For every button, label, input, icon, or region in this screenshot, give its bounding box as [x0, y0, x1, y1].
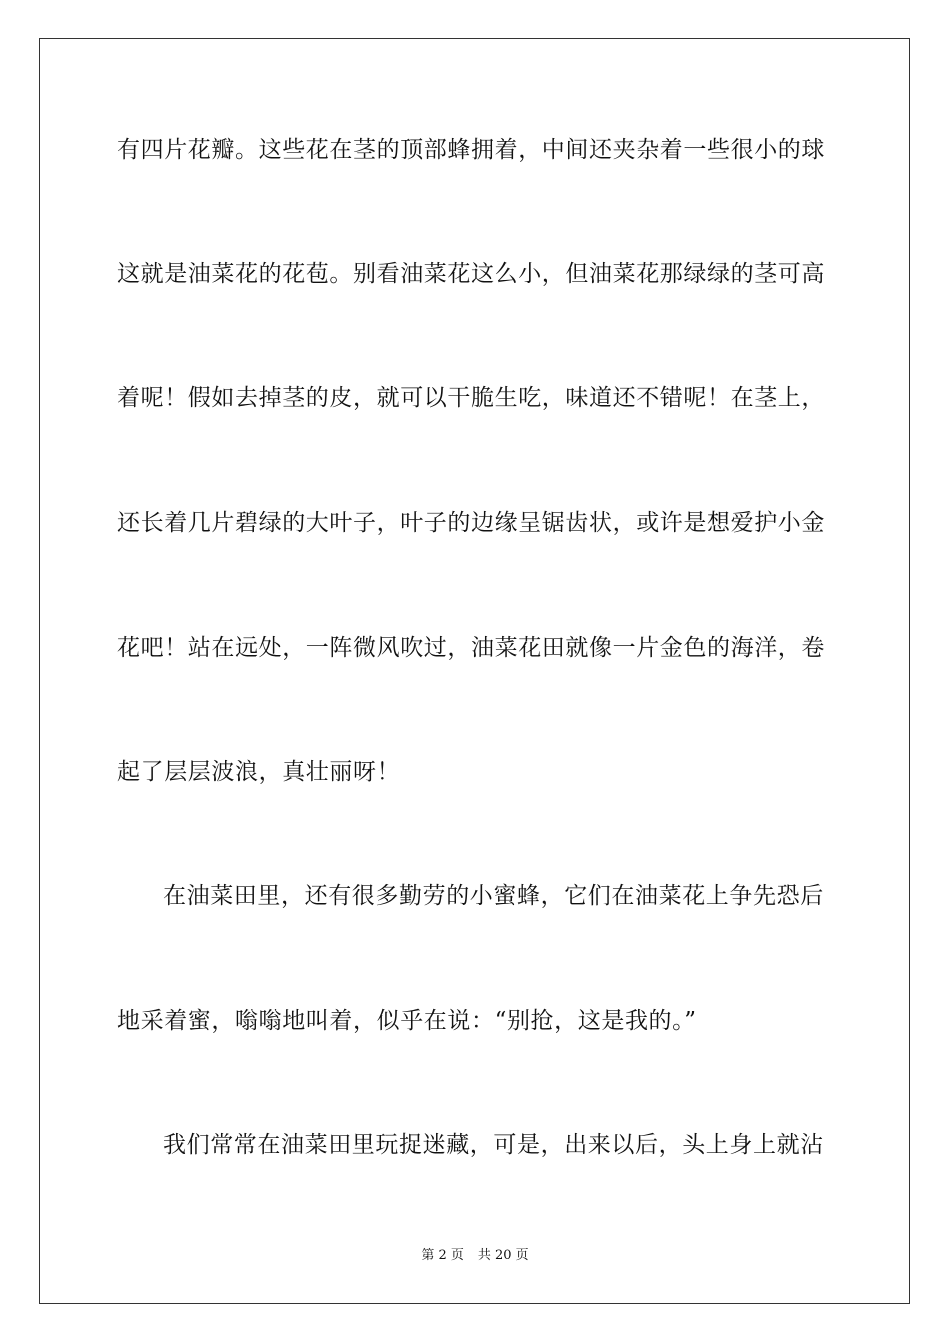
paragraph-first-line: 在油菜田里，还有很多勤劳的小蜜蜂，它们在油菜花上争先恐后: [163, 883, 824, 909]
text-line: 这就是油菜花的花苞。别看油菜花这么小，但油菜花那绿绿的茎可高: [117, 261, 825, 287]
page-number: 第 2 页: [421, 1248, 464, 1263]
text-line: 起了层层波浪，真壮丽呀！: [117, 759, 401, 785]
text-line: 有四片花瓣。这些花在茎的顶部蜂拥着，中间还夹杂着一些很小的球: [117, 137, 825, 163]
paragraph-first-line: 我们常常在油菜田里玩捉迷藏，可是，出来以后，头上身上就沾: [163, 1132, 824, 1158]
text-line: 还长着几片碧绿的大叶子，叶子的边缘呈锯齿状，或许是想爱护小金: [117, 510, 825, 536]
page-border: [39, 38, 910, 1304]
text-line: 着呢！假如去掉茎的皮，就可以干脆生吃，味道还不错呢！在茎上，: [117, 385, 825, 411]
page-total: 共 20 页: [477, 1248, 529, 1263]
text-line: 花吧！站在远处，一阵微风吹过，油菜花田就像一片金色的海洋，卷: [117, 635, 825, 661]
text-line: 地采着蜜，嗡嗡地叫着，似乎在说：“别抢，这是我的。”: [117, 1008, 697, 1034]
page-footer: [0, 1247, 950, 1265]
